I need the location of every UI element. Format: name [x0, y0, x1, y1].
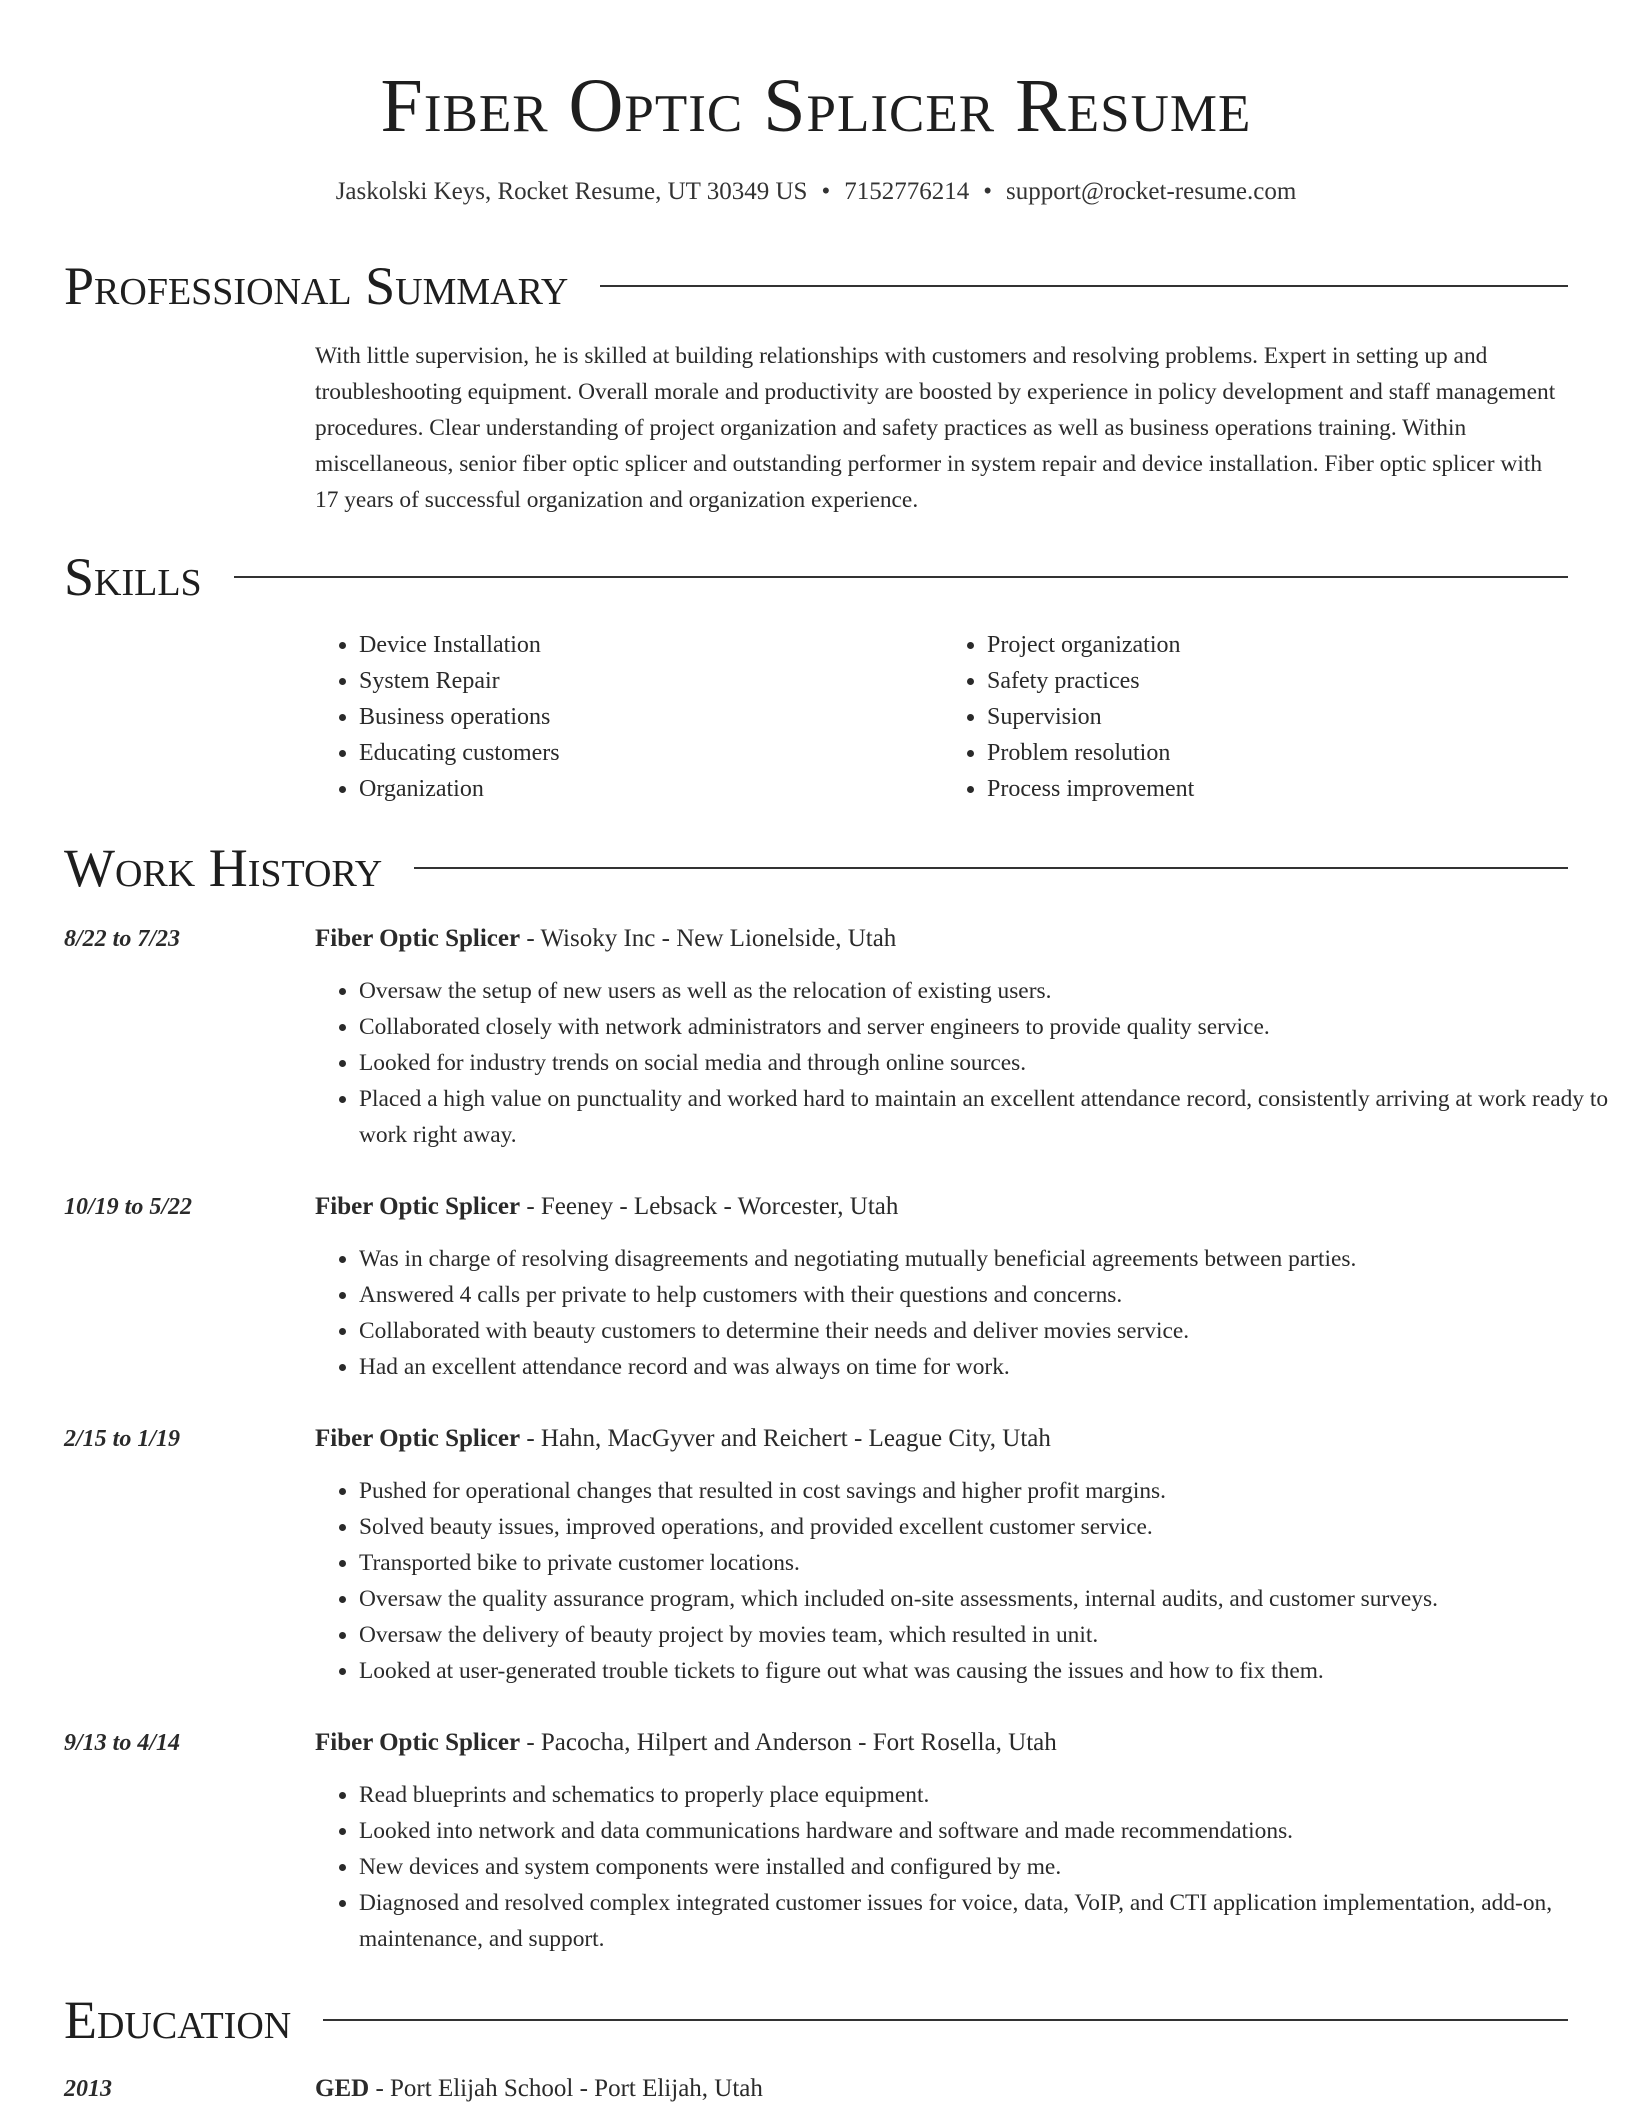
job-bullet: • Collaborated with beauty customers to determine their needs and deliver movies service.	[359, 1313, 1615, 1349]
skill-item: • Business operations	[359, 699, 943, 735]
job-title: Fiber Optic Splicer	[315, 1425, 521, 1452]
section-divider	[414, 867, 1568, 869]
job-bullet: • Looked for industry trends on social media and through online sources.	[359, 1045, 1615, 1081]
job-title: Fiber Optic Splicer	[315, 1193, 521, 1220]
job-bullet: • Diagnosed and resolved complex integrated customer issues for voice, data, VoIP, and CTI application implementation, add-on, maintenance, and support.	[359, 1885, 1615, 1957]
resume-title: Fiber Optic Splicer Resume	[380, 64, 1252, 148]
job-bullet: • Oversaw the quality assurance program, which included on-site assessments, internal audits, and customer surveys.	[359, 1581, 1615, 1617]
job-bullet: • Had an excellent attendance record and was always on time for work.	[359, 1349, 1615, 1385]
job-bullets	[315, 1777, 1615, 1957]
job-title: Fiber Optic Splicer	[315, 1729, 521, 1756]
job-bullet: • Looked into network and data communications hardware and software and made recommendations.	[359, 1813, 1615, 1849]
job-dates: 2/15 to 1/19	[64, 1426, 181, 1452]
skill-item: • Organization	[359, 771, 943, 807]
job-bullets	[315, 1473, 1615, 1689]
job-title: Fiber Optic Splicer	[315, 925, 521, 952]
skill-item: • Device Installation	[359, 627, 943, 663]
skills-column-left	[315, 627, 943, 807]
job-bullet: • Oversaw the delivery of beauty project by movies team, which resulted in unit.	[359, 1617, 1615, 1653]
job-employer: - Wisoky Inc - New Lionelside, Utah	[520, 925, 897, 952]
job-bullet: • Answered 4 calls per private to help customers with their questions and concerns.	[359, 1277, 1615, 1313]
job-bullet: • New devices and system components were installed and configured by me.	[359, 1849, 1615, 1885]
contact-line	[0, 176, 1632, 208]
job-bullet: • Oversaw the setup of new users as well as the relocation of existing users.	[359, 973, 1615, 1009]
skill-item: • Educating customers	[359, 735, 943, 771]
education-degree: GED	[315, 2075, 370, 2102]
job-employer: - Feeney - Lebsack - Worcester, Utah	[520, 1193, 899, 1220]
job-employer: - Hahn, MacGyver and Reichert - League City, Utah	[520, 1425, 1051, 1452]
section-divider	[234, 576, 1568, 578]
section-divider	[323, 2019, 1568, 2021]
skill-item: • Supervision	[987, 699, 1571, 735]
skills-list	[315, 627, 1571, 807]
section-title-skills: Skills	[64, 547, 202, 607]
contact-separator: •	[821, 178, 831, 205]
job-bullet: • Placed a high value on punctuality and worked hard to maintain an excellent attendance record, consistently arriving at work ready to work right away.	[359, 1081, 1615, 1153]
job-dates: 9/13 to 4/14	[64, 1730, 181, 1756]
education-heading	[315, 2071, 1571, 2107]
skill-item: • System Repair	[359, 663, 943, 699]
section-header-work-history	[64, 836, 1568, 900]
job-bullet: • Pushed for operational changes that resulted in cost savings and higher profit margins.	[359, 1473, 1615, 1509]
job-heading	[315, 1421, 1571, 1457]
education-school: - Port Elijah School - Port Elijah, Utah	[369, 2075, 763, 2102]
job-bullet: • Collaborated closely with network administrators and server engineers to provide quality service.	[359, 1009, 1615, 1045]
section-title-summary: Professional Summary	[64, 256, 569, 316]
job-bullet: • Read blueprints and schematics to properly place equipment.	[359, 1777, 1615, 1813]
job-dates: 10/19 to 5/22	[64, 1194, 193, 1220]
job-bullet: • Solved beauty issues, improved operations, and provided excellent customer service.	[359, 1509, 1615, 1545]
skills-column-right	[943, 627, 1571, 807]
job-dates: 8/22 to 7/23	[64, 926, 181, 952]
job-heading	[315, 1725, 1571, 1761]
job-bullets	[315, 1241, 1615, 1385]
job-heading	[315, 921, 1571, 957]
section-title-work-history: Work History	[64, 838, 383, 898]
skill-item: • Safety practices	[987, 663, 1571, 699]
job-bullets	[315, 973, 1615, 1153]
job-heading	[315, 1189, 1571, 1225]
job-bullet: • Was in charge of resolving disagreements and negotiating mutually beneficial agreements between parties.	[359, 1241, 1615, 1277]
job-bullet: • Looked at user-generated trouble tickets to figure out what was causing the issues and how to fix them.	[359, 1653, 1615, 1689]
section-divider	[600, 285, 1568, 287]
section-header-skills	[64, 545, 1568, 609]
skill-item: • Process improvement	[987, 771, 1571, 807]
section-title-education: Education	[64, 1990, 292, 2050]
summary-text: With little supervision, he is skilled at building relationships with customers and resolving problems. Expert in setting up and troubleshooting equipment. Overall morale and productivity are boosted by experience in policy development and staff management procedures. Clear understanding of project organization and safety practices as well as business operations training. Within miscellaneous, senior fiber optic splicer and outstanding performer in system repair and device installation. Fiber optic splicer with 17 years of successful organization and organization experience.	[315, 343, 1556, 513]
skill-item: • Problem resolution	[987, 735, 1571, 771]
job-employer: - Pacocha, Hilpert and Anderson - Fort Rosella, Utah	[520, 1729, 1057, 1756]
section-header-summary	[64, 254, 1568, 318]
contact-separator: •	[983, 178, 992, 205]
contact-phone: 7152776214	[844, 178, 970, 205]
contact-email: support@rocket-resume.com	[1005, 178, 1297, 205]
section-header-education	[64, 1988, 1568, 2052]
job-bullet: • Transported bike to private customer locations.	[359, 1545, 1615, 1581]
education-year: 2013	[64, 2076, 112, 2102]
skill-item: • Project organization	[987, 627, 1571, 663]
contact-address: Jaskolski Keys, Rocket Resume, UT 30349 US	[335, 178, 808, 205]
